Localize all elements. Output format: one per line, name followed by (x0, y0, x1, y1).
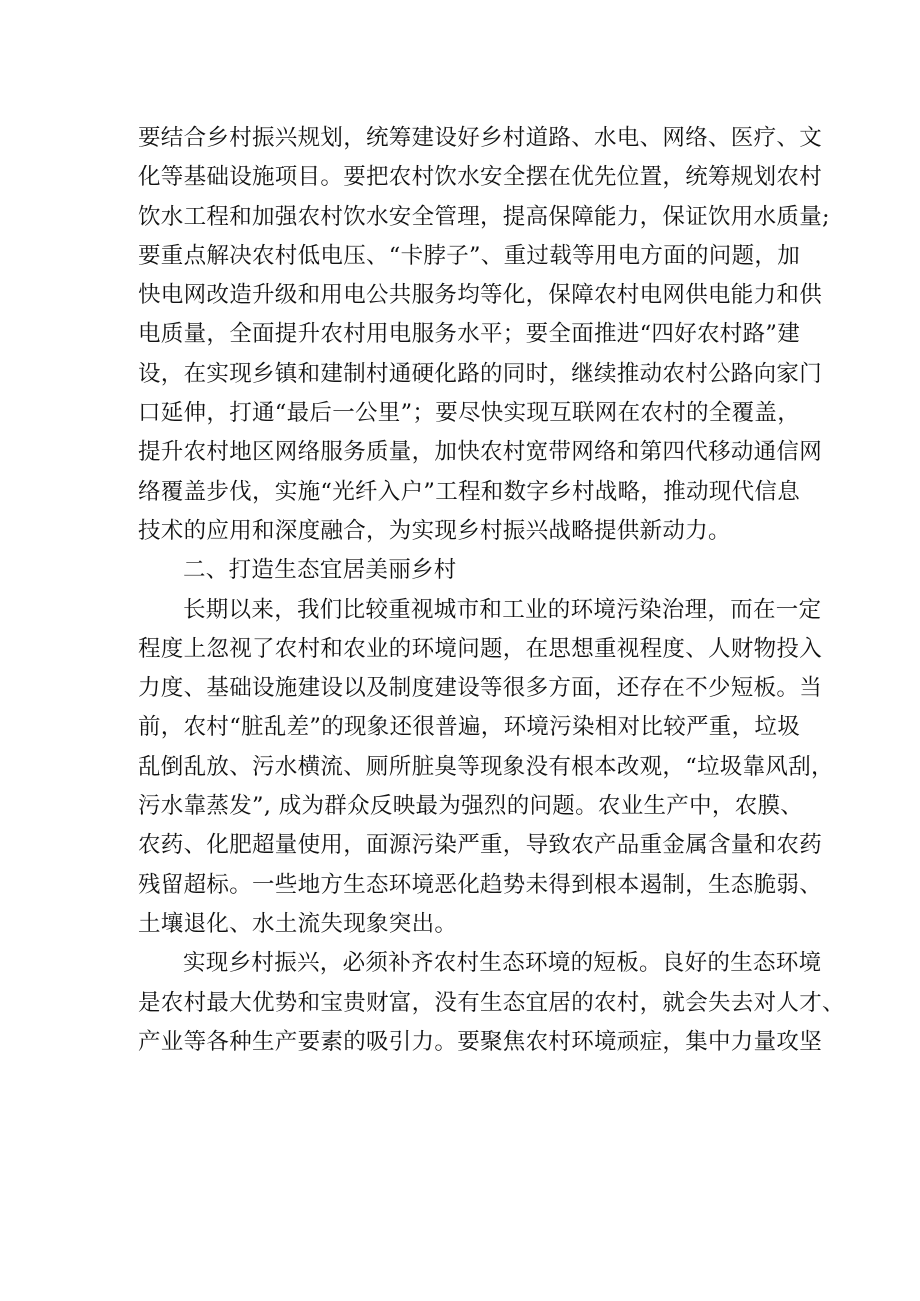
text-line: 技术的应用和深度融合，为实现乡村振兴战略提供新动力。 (138, 517, 731, 544)
text-line: 实现乡村振兴，必须补齐农村生态环境的短板。良好的生态环境 (183, 950, 822, 977)
section-heading (138, 551, 798, 590)
text-line: 要结合乡村振兴规划，统筹建设好乡村道路、水电、网络、医疗、文 (138, 125, 823, 151)
text-line: 前，农村“脏乱差”的现象还很普遍，环境污染相对比较严重，垃圾 (138, 714, 801, 741)
text-line: 电质量，全面提升农村用电服务水平；要全面推进“四好农村路”建 (138, 321, 801, 348)
paragraph-environment-solutions (138, 944, 845, 1062)
text-line: 程度上忽视了农村和农业的环境问题，在思想重视程度、人财物投入 (138, 635, 823, 662)
text-line: 设，在实现乡镇和建制村通硬化路的同时，继续推动农村公路向家门 (138, 360, 823, 387)
text-line: 是农村最大优势和宝贵财富，没有生态宜居的农村，就会失去对人才、 (138, 989, 845, 1016)
text-line: 要重点解决农村低电压、“卡脖子”、重过载等用电方面的问题，加 (138, 242, 801, 269)
paragraph-infrastructure (138, 119, 830, 551)
text-line: 污水靠蒸发”, 成为群众反映最为强烈的问题。农业生产中，农膜、 (138, 793, 804, 820)
text-line: 产业等各种生产要素的吸引力。要聚焦农村环境顽症，集中力量攻坚 (138, 1028, 823, 1055)
document-body (138, 119, 845, 1062)
text-line: 长期以来，我们比较重视城市和工业的环境污染治理，而在一定 (183, 596, 822, 623)
text-line: 饮水工程和加强农村饮水安全管理，提高保障能力，保证饮用水质量; (138, 203, 830, 230)
text-line: 土壤退化、水土流失现象突出。 (138, 910, 458, 937)
text-line: 提升农村地区网络服务质量，加快农村宽带网络和第四代移动通信网 (138, 439, 823, 466)
text-line: 化等基础设施项目。要把农村饮水安全摆在优先位置，统筹规划农村 (138, 164, 823, 191)
text-line: 快电网改造升级和用电公共服务均等化，保障农村电网供电能力和供 (138, 282, 823, 309)
text-line: 络覆盖步伐，实施“光纤入户”工程和数字乡村战略，推动现代信息 (138, 478, 801, 505)
text-line: 口延伸，打通“最后一公里”；要尽快实现互联网在农村的全覆盖， (138, 400, 801, 427)
text-line: 乱倒乱放、污水横流、厕所脏臭等现象没有根本改观，“垃圾靠风刮， (138, 753, 834, 780)
text-line: 农药、化肥超量使用，面源污染严重，导致农产品重金属含量和农药 (138, 832, 823, 859)
section-heading-text: 二、打造生态宜居美丽乡村 (183, 557, 457, 584)
text-line: 残留超标。一些地方生态环境恶化趋势未得到根本遏制，生态脆弱、 (138, 871, 823, 898)
paragraph-environment-problems (138, 591, 834, 945)
text-line: 力度、基础设施建设以及制度建设等很多方面，还存在不少短板。当 (138, 675, 823, 702)
